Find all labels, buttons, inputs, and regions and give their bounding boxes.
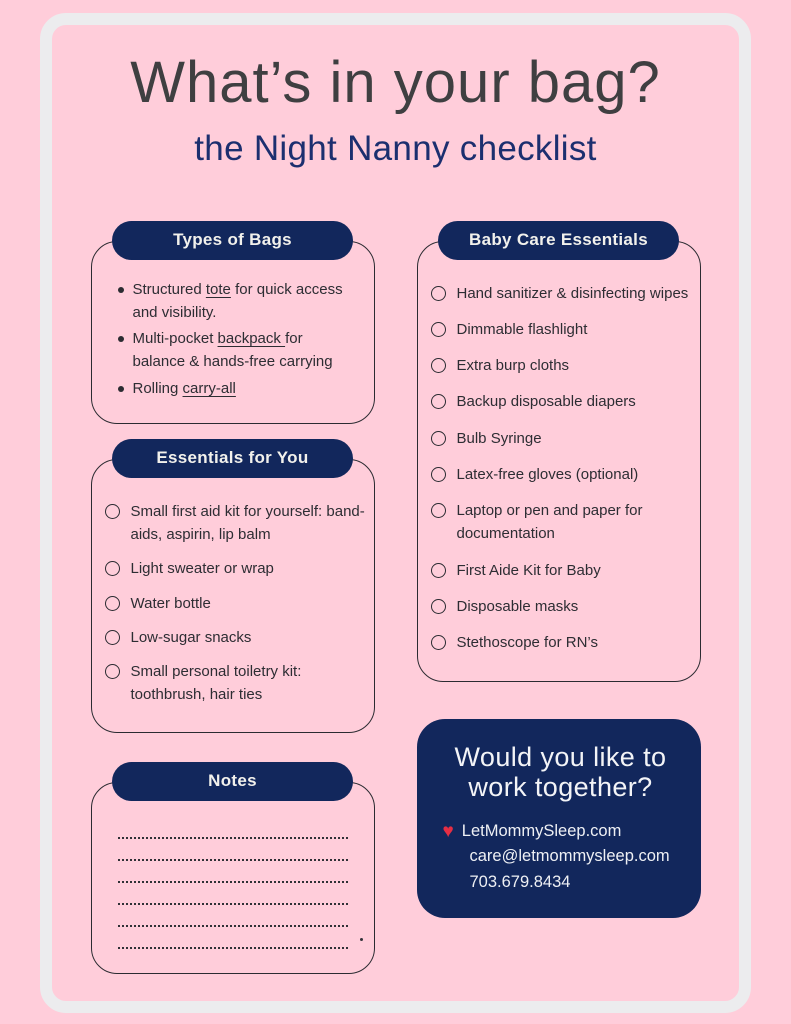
checklist-item-text: Backup disposable diapers <box>456 393 636 411</box>
checkbox-circle-icon[interactable] <box>431 431 446 446</box>
bag-list-item <box>118 278 354 325</box>
essentials-for-you-list <box>105 500 366 707</box>
baby-care-essentials-box <box>417 241 701 683</box>
right-column <box>417 221 701 918</box>
checklist-item <box>431 390 692 413</box>
bag-item-text: Structured tote for quick access and visibility. <box>132 280 343 321</box>
checkbox-circle-icon[interactable] <box>431 286 446 301</box>
section-baby-care-essentials <box>417 221 701 683</box>
contact-website[interactable]: LetMommySleep.com <box>461 821 622 840</box>
contact-lines <box>443 819 679 896</box>
note-line <box>118 861 348 883</box>
underlined-word: backpack <box>217 330 286 348</box>
section-essentials-for-you <box>91 439 375 733</box>
section-header-essentials-for-you: Essentials for You <box>112 439 353 478</box>
section-types-of-bags <box>91 221 375 424</box>
section-header-types-of-bags: Types of Bags <box>112 221 353 260</box>
section-header-notes: Notes <box>112 762 353 801</box>
note-line <box>118 839 348 861</box>
checklist-item <box>431 499 692 546</box>
checklist-item-text: Disposable masks <box>456 597 579 615</box>
checkbox-circle-icon[interactable] <box>431 599 446 614</box>
page-title: What’s in your bag? <box>130 50 661 115</box>
bullet-icon <box>118 386 124 392</box>
note-line <box>118 927 348 949</box>
checklist-item <box>431 559 692 582</box>
checklist-item-text: Hand sanitizer & disinfecting wipes <box>456 284 689 302</box>
section-header-baby-care-essentials: Baby Care Essentials <box>438 221 679 260</box>
checkbox-circle-icon[interactable] <box>105 561 120 576</box>
checklist-item-text: Laptop or pen and paper for documentation <box>456 502 643 543</box>
checklist-item-text: Water bottle <box>130 594 211 612</box>
bag-list-item <box>118 327 354 374</box>
bag-item-text: Multi-pocket backpack for balance & hands-free carrying <box>132 330 333 371</box>
checklist-item <box>431 427 692 450</box>
contact-email[interactable]: care@letmommysleep.com <box>469 847 670 866</box>
bag-list-item <box>118 377 354 400</box>
bag-list <box>118 278 354 400</box>
heart-icon: ♥ <box>442 821 454 843</box>
checklist-item <box>105 660 366 707</box>
note-line <box>118 817 348 839</box>
bag-item-text: Rolling carry-all <box>132 379 236 397</box>
bullet-icon <box>118 287 124 293</box>
notes-box <box>91 782 375 974</box>
section-notes <box>91 762 375 974</box>
checklist-item <box>431 354 692 377</box>
underlined-word: tote <box>205 280 231 298</box>
checklist-item-text: Latex-free gloves (optional) <box>456 465 639 483</box>
checkbox-circle-icon[interactable] <box>431 394 446 409</box>
checklist-item <box>431 631 692 654</box>
contact-heading-line2: work together? <box>468 772 653 803</box>
checklist-item-text: First Aide Kit for Baby <box>456 561 601 579</box>
contact-website-line <box>443 819 679 845</box>
note-line <box>118 905 348 927</box>
contact-phone-line <box>443 870 679 896</box>
baby-care-essentials-list <box>431 282 692 655</box>
checklist-item <box>105 557 366 580</box>
checklist-item <box>431 318 692 341</box>
underlined-word: carry-all <box>182 379 236 397</box>
bullet-icon <box>118 336 124 342</box>
essentials-for-you-box <box>91 459 375 733</box>
checklist-item-text: Bulb Syringe <box>456 429 542 447</box>
contact-card <box>417 719 701 917</box>
page-subtitle: the Night Nanny checklist <box>194 128 597 168</box>
checkbox-circle-icon[interactable] <box>431 467 446 482</box>
checkbox-circle-icon[interactable] <box>431 322 446 337</box>
checklist-item-text: Light sweater or wrap <box>130 560 274 578</box>
contact-email-line <box>443 844 679 870</box>
left-column <box>91 221 375 974</box>
checklist-item <box>431 595 692 618</box>
checklist-item <box>431 282 692 305</box>
notes-lines <box>118 817 348 949</box>
checklist-item <box>105 592 366 615</box>
contact-heading <box>443 743 679 802</box>
checkbox-circle-icon[interactable] <box>105 630 120 645</box>
contact-heading-line1: Would you like to <box>454 742 667 773</box>
checklist-item <box>105 500 366 547</box>
checkbox-circle-icon[interactable] <box>105 504 120 519</box>
checkbox-circle-icon[interactable] <box>431 563 446 578</box>
checklist-item-text: Small first aid kit for yourself: band-aids, aspirin, lip balm <box>130 502 365 544</box>
types-of-bags-box <box>91 241 375 424</box>
checklist-item-text: Low-sugar snacks <box>130 628 252 646</box>
stray-dot <box>360 938 363 941</box>
checklist-item-text: Stethoscope for RN’s <box>456 634 598 652</box>
checkbox-circle-icon[interactable] <box>431 358 446 373</box>
contact-phone: 703.679.8434 <box>469 872 571 891</box>
columns <box>0 221 791 974</box>
checkbox-circle-icon[interactable] <box>105 664 120 679</box>
checklist-item <box>431 463 692 486</box>
checklist-item-text: Dimmable flashlight <box>456 320 588 338</box>
checklist-item-text: Small personal toiletry kit: toothbrush, hair ties <box>130 663 302 704</box>
checkbox-circle-icon[interactable] <box>105 596 120 611</box>
checkbox-circle-icon[interactable] <box>431 635 446 650</box>
checkbox-circle-icon[interactable] <box>431 503 446 518</box>
note-line <box>118 883 348 905</box>
checklist-item-text: Extra burp cloths <box>456 357 570 375</box>
checklist-item <box>105 626 366 649</box>
